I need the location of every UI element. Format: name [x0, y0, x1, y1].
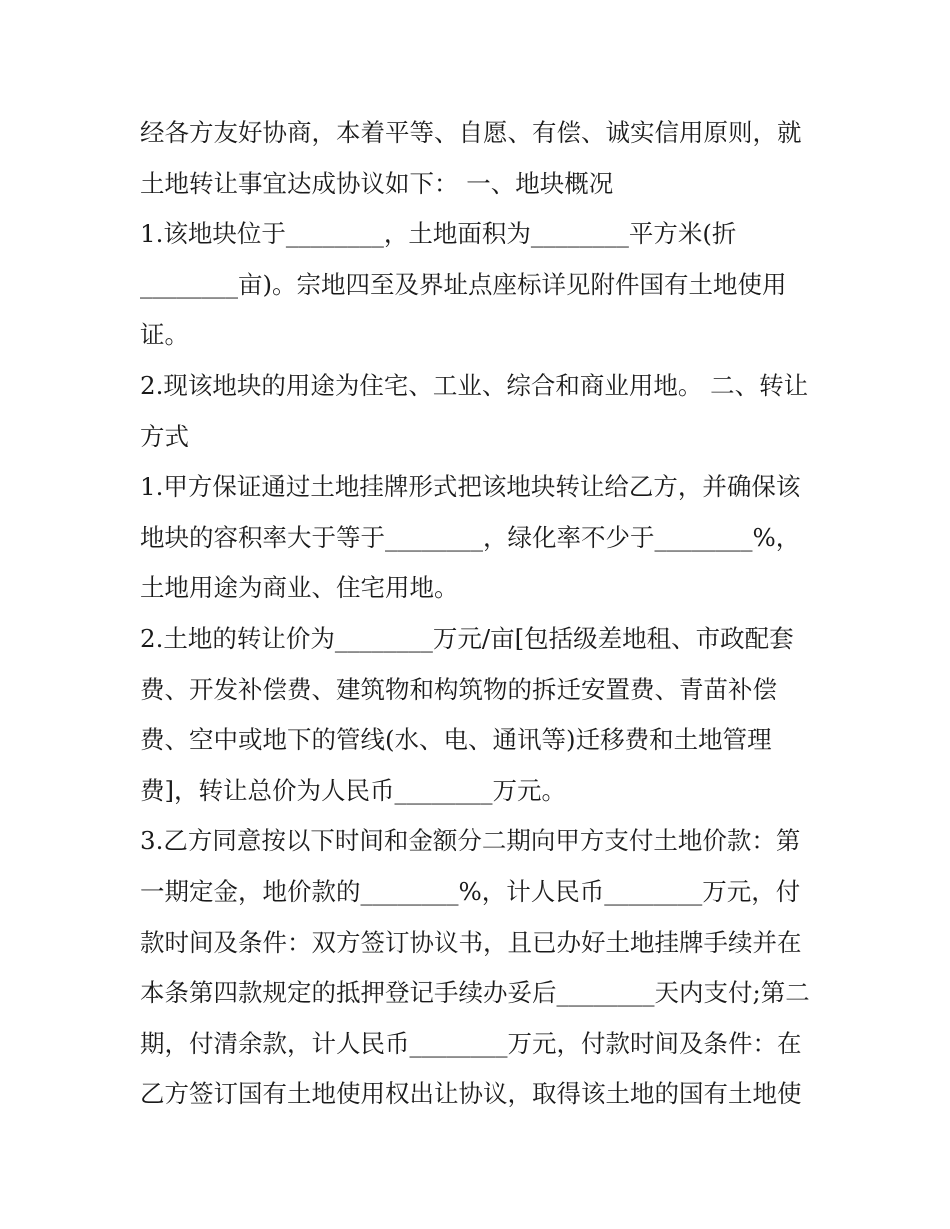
text-line: 1.该地块位于________，土地面积为________平方米(折: [140, 219, 737, 249]
text-line: 证。: [140, 320, 189, 350]
text-line: 土地转让事宜达成协议如下： 一、地块概况: [140, 168, 614, 198]
text-line: 一期定金，地价款的________%，计人民币________万元，付: [140, 876, 801, 906]
text-line: 1.甲方保证通过土地挂牌形式把该地块转让给乙方，并确保该: [140, 472, 801, 502]
text-line: 2.土地的转让价为________万元/亩[包括级差地租、市政配套: [140, 623, 794, 653]
document-body: [140, 108, 830, 1120]
text-line: 本条第四款规定的抵押登记手续办妥后________天内支付;第二: [140, 978, 810, 1008]
text-line: 地块的容积率大于等于________，绿化率不少于________%，: [140, 522, 801, 552]
text-line: 费、开发补偿费、建筑物和构筑物的拆迁安置费、青苗补偿: [140, 674, 777, 704]
text-line: 方式: [140, 421, 189, 451]
text-line: 经各方友好协商，本着平等、自愿、有偿、诚实信用原则，就: [140, 118, 802, 147]
text-line: 3.乙方同意按以下时间和金额分二期向甲方支付土地价款：第: [140, 826, 801, 856]
text-line: 期，付清余款，计人民币________万元，付款时间及条件：在: [140, 1028, 802, 1058]
text-line: 费、空中或地下的管线(水、电、通讯等)迁移费和土地管理: [140, 725, 772, 755]
text-line: 土地用途为商业、住宅用地。: [140, 573, 459, 603]
text-line: ________亩)。宗地四至及界址点座标详见附件国有土地使用: [140, 269, 787, 299]
text-line: 款时间及条件：双方签订协议书，且已办好土地挂牌手续并在: [140, 927, 802, 957]
text-line: 2.现该地块的用途为住宅、工业、综合和商业用地。 二、转让: [140, 370, 809, 400]
text-line: 费]，转让总价为人民币________万元。: [140, 775, 567, 805]
text-line: 乙方签订国有土地使用权出让协议，取得该土地的国有土地使: [140, 1079, 802, 1109]
